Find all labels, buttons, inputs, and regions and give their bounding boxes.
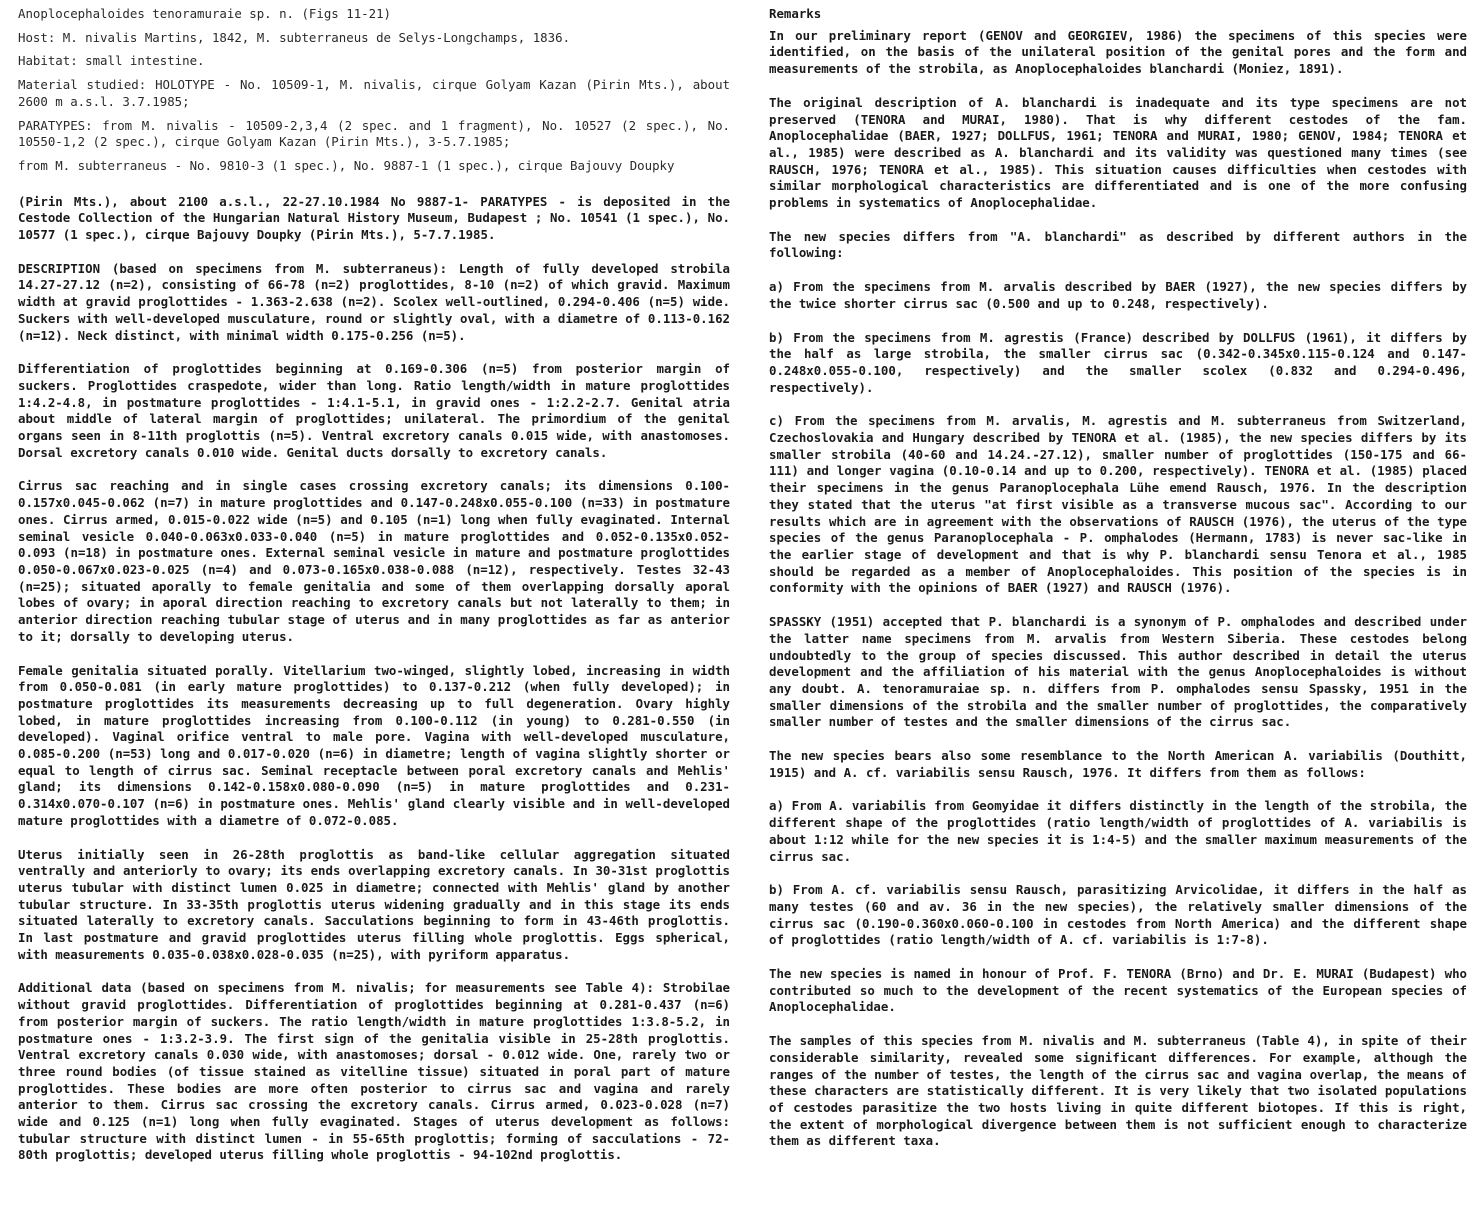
remarks-variabilis-a: a) From A. variabilis from Geomyidae it differs distinctly in the length of the strobila, the different shape of the proglottides (ratio length/width of proglottides of A. variabilis is about 1:12 while for the new species it is 1:4-5) and the smaller maximum measurements of the cirrus sac. — [769, 798, 1467, 864]
remarks-item-a: a) From the specimens from M. arvalis described by BAER (1927), the new species differs by the twice shorter cirrus sac (0.500 and up to 0.248, respectively). — [769, 279, 1467, 311]
remarks-samples: The samples of this species from M. nivalis and M. subterraneus (Table 4), in spite of their considerable similarity, revealed some significant differences. For example, although the ranges of the number of testes, the length of the cirrus sac and vagina overlap, the means of these characters are statistically different. It is very likely that two isolated populations of cestodes parasitize the two hosts living in quite different biotopes. If this is right, the extent of morphological divergence between them is not sufficient enough to characterize them as different taxa. — [769, 1033, 1467, 1149]
left-body — [18, 194, 730, 1165]
remarks-variabilis-b: b) From A. cf. variabilis sensu Rausch, parasitizing Arvicolidae, it differs in the half as many testes (60 and av. 36 in the new species), the relatively smaller dimensions of the cirrus sac (0.190-0.360x0.060-0.100 in cestodes from North America) and the different shape of proglottides (ratio length/width of A. cf. variabilis is 1:7-8). — [769, 882, 1467, 948]
species-title: Anoplocephaloides tenoramuraie sp. n. (Figs 11-21) — [18, 6, 391, 21]
remarks-item-c: c) From the specimens from M. arvalis, M. agrestis and M. subterraneus from Switzerland, Czechoslovakia and Hungary described by TENORA et al. (1985), the new species differs by its smaller strobila (40-60 and 14.24.-27.12), smaller number of proglottides (150-175 and 66-111) and longer vagina (0.10-0.14 and up to 0.200, respectively). TENORA et al. (1985) placed their specimens in the genus Paranoplocephala Lühe emend Rausch, 1976. In the description they stated that the uterus "at first visible as a transverse mucous sac". According to our results which are in agreement with the observations of RAUSCH (1976), the uterus of the type species of the genus Paranoplocephala - P. omphalodes (Hermann, 1783) is never sac-like in the earlier stage of development and that is why P. blanchardi sensu Tenora et al., 1985 should be regarded as a member of Anoplocephaloides. This position of the species is in conformity with the opinions of BAER (1927) and RAUSCH (1976). — [769, 413, 1467, 596]
remarks-heading: Remarks — [769, 6, 822, 21]
paragraph-deposition: (Pirin Mts.), about 2100 a.s.l., 22-27.10.1984 No 9887-1- PARATYPES - is deposited in the Cestode Collection of the Hungarian Natural History Museum, Budapest ; No. 10541 (1 spec.), No. 10577 (1 spec.), cirque Bajouvy Doupky (Pirin Mts.), 5-7.7.1985. — [18, 193, 730, 243]
paragraph-uterus: Uterus initially seen in 26-28th proglottis as band-like cellular aggregation situated ventrally and anteriorly to ovary; its ends overlapping excretory canals. In 30-31st proglottis uterus tubular with distinct lumen 0.025 in diametre; connected with Mehlis' gland by another tubular structure. In 33-35th proglottis uterus widening gradually and in this stage its ends situated laterally to excretory canals. Sacculations beginning to form in 43-46th proglottis. In last postmature and gravid proglottides uterus filling whole proglottis. Eggs spherical, with measurements 0.035-0.038x0.028-0.035 (n=25), with pyriform apparatus. — [18, 846, 730, 962]
host-line: Host: M. nivalis Martins, 1842, M. subterraneus de Selys-Longchamps, 1836. — [18, 29, 571, 45]
left-column — [18, 6, 730, 1164]
paragraph-additional-data: Additional data (based on specimens from M. nivalis; for measurements see Table 4): Strobilae without gravid proglottides. Differentiation of proglottides beginning at 0.281-0.437 (n=6) from posterior margin of suckers. The ratio length/width in mature proglottides 1:3.8-5.2, in postmature ones - 1:3.2-3.9. The first sign of the genitalia visible in 25-28th proglottis. Ventral excretory canals 0.030 wide, with anastomoses; dorsal - 0.012 wide. One, rarely two or three round bodies (of tissue stained as vitelline tissue) situated in poral part of mature proglottides. These bodies are more often posterior to cirrus sac and vagina and rarely anterior to them. Cirrus sac crossing the excretory canals. Cirrus armed, 0.023-0.028 (n=7) wide and 0.125 (n=1) long when fully evaginated. Stages of uterus development as follows: tubular structure with distinct lumen - in 55-65th proglottis; forming of sacculations - 72-80th proglottis; developed uterus filling whole proglottis - 94-102nd proglottis. — [18, 980, 730, 1163]
paragraph-female-genitalia: Female genitalia situated porally. Vitellarium two-winged, slightly lobed, increasing in width from 0.050-0.081 (in early mature proglottides) to 0.137-0.212 (when fully developed); in postmature proglottides its measurements decreasing up to full degeneration. Ovary highly lobed, in mature proglottides increasing from 0.100-0.112 (in young) to 0.281-0.550 (in developed). Vaginal orifice ventral to male pore. Vagina with well-developed musculature, 0.085-0.200 (n=53) long and 0.017-0.020 (n=6) in diametre; length of vagina slightly shorter or equal to length of cirrus sac. Seminal receptacle between poral excretory canals and Mehlis' gland; its dimensions 0.142-0.158x0.080-0.090 (n=5) in mature proglottides and 0.231-0.314x0.070-0.107 (n=6) in postmature ones. Mehlis' gland clearly visible and in well-developed mature proglottides with a diametre of 0.072-0.085. — [18, 662, 730, 828]
paratypes-subterraneus: from M. subterraneus - No. 9810-3 (1 spec.), No. 9887-1 (1 spec.), cirque Bajouvy Doupky — [18, 157, 675, 173]
remarks-paragraph-1: In our preliminary report (GENOV and GEORGIEV, 1986) the specimens of this species were identified, on the basis of the unilateral position of the genital pores and the form and measurements of the strobila, as Anoplocephaloides blanchardi (Moniez, 1891). — [769, 27, 1467, 77]
remarks-spassky: SPASSKY (1951) accepted that P. blanchardi is a synonym of P. omphalodes and described under the latter name specimens from M. arvalis from Western Siberia. These cestodes belong undoubtedly to the group of species discussed. This author described in detail the uterus development and the affiliation of his material with the genus Anoplocephaloides is without any doubt. A. tenoramuraiae sp. n. differs from P. omphalodes sensu Spassky, 1951 in the smaller dimensions of the strobila and the smaller number of proglottides, the comparatively smaller number of testes and the smaller dimensions of the cirrus sac. — [769, 614, 1467, 730]
remarks-item-b: b) From the specimens from M. agrestis (France) described by DOLLFUS (1961), it differs by the half as large strobila, the smaller cirrus sac (0.342-0.345x0.115-0.124 and 0.147-0.248x0.055-0.100, respectively) and the smaller scolex (0.832 and 0.294-0.496, respectively). — [769, 329, 1467, 395]
right-column — [769, 6, 1467, 1150]
paragraph-description: DESCRIPTION (based on specimens from M. subterraneus): Length of fully developed strobila 14.27-27.12 (n=2), consisting of 66-78 (n=2) proglottides, 8-10 (n=2) of which gravid. Maximum width at gravid proglottides - 1.363-2.638 (n=2). Scolex well-outlined, 0.294-0.406 (n=5) wide. Suckers with well-developed musculature, round or slightly oval, with a diametre of 0.113-0.162 (n=12). Neck distinct, with minimal width 0.175-0.256 (n=5). — [18, 260, 730, 343]
remarks-etymology: The new species is named in honour of Prof. F. TENORA (Brno) and Dr. E. MURAI (Budapest) who contributed so much to the development of the recent systematics of the European species of Anoplocephalidae. — [769, 966, 1467, 1015]
paratypes-nivalis: PARATYPES: from M. nivalis - 10509-2,3,4 (2 spec. and 1 fragment), No. 10527 (2 spec.), No. 10550-1,2 (2 spec.), cirque Golyam Kazan (Pirin Mts.), 3-5.7.1985; — [18, 117, 730, 150]
paragraph-differentiation: Differentiation of proglottides beginning at 0.169-0.306 (n=5) from posterior margin of suckers. Proglottides craspedote, wider than long. Ratio length/width in mature proglottides 1:4.2-4.8, in postmature proglottides - 1:4.1-5.1, in gravid ones - 1:2.2-2.7. Genital atria about middle of lateral margin of proglottides; unilateral. The primordium of the genital organs seen in 8-11th proglottis (n=5). Ventral excretory canals 0.015 wide, with anastomoses. Dorsal excretory canals 0.010 wide. Genital ducts dorsally to excretory canals. — [18, 361, 730, 460]
remarks-paragraph-3: The new species differs from "A. blanchardi" as described by different authors in the following: — [769, 228, 1467, 261]
remarks-variabilis: The new species bears also some resemblance to the North American A. variabilis (Douthitt, 1915) and A. cf. variabilis sensu Rausch, 1976. It differs from them as follows: — [769, 748, 1467, 780]
material-studied: Material studied: HOLOTYPE - No. 10509-1, M. nivalis, cirque Golyam Kazan (Pirin Mts.), about 2600 m a.s.l. 3.7.1985; — [18, 77, 730, 109]
paragraph-cirrus-sac: Cirrus sac reaching and in single cases crossing excretory canals; its dimensions 0.100-0.157x0.045-0.062 (n=7) in mature proglottides and 0.147-0.248x0.055-0.100 (n=33) in postmature ones. Cirrus armed, 0.015-0.022 wide (n=5) and 0.105 (n=1) long when fully evaginated. Internal seminal vesicle 0.040-0.063x0.033-0.040 (n=5) in mature proglottides and 0.052-0.135x0.052-0.093 (n=18) in postmature ones. External seminal vesicle in mature and postmature proglottides 0.050-0.067x0.023-0.025 (n=4) and 0.073-0.165x0.038-0.088 (n=12), respectively. Testes 32-43 (n=25); situated aporally to female genitalia and some of them overlapping dorsally aporal lobes of ovary; in aporal direction reaching to excretory canals but not laterally to them; in anterior direction reaching tubular stage of uterus and in many proglottides as far as anterior to it; dorsally to developing uterus. — [18, 478, 730, 644]
remarks-paragraph-2: The original description of A. blanchardi is inadequate and its type specimens are not preserved (TENORA and MURAI, 1980). That is why different cestodes of the fam. Anoplocephalidae (BAER, 1927; DOLLFUS, 1961; TENORA and MURAI, 1980; GENOV, 1984; TENORA et al., 1985) were described as A. blanchardi and its validity was questioned many times (see RAUSCH, 1976; TENORA et al., 1985). This situation causes difficulties when cestodes with similar morphological characteristics are differentiated and is one of the more confusing problems in systematics of Anoplocephalidae. — [769, 94, 1467, 211]
habitat-line: Habitat: small intestine. — [18, 53, 205, 69]
